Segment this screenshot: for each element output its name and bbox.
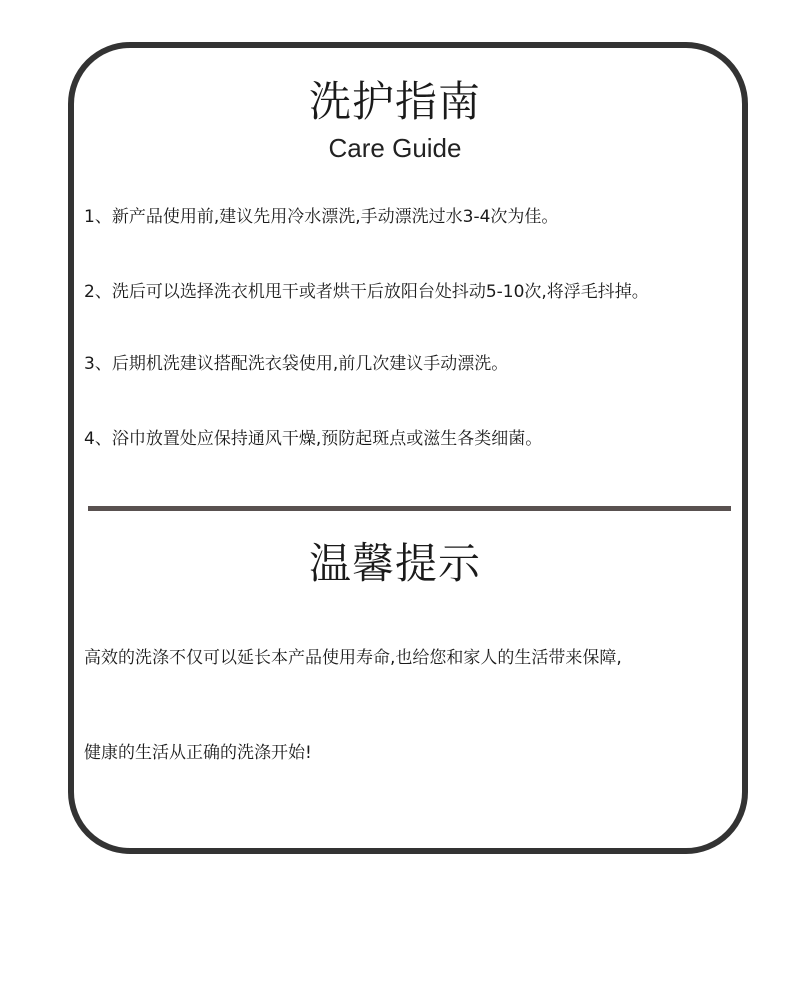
care-instruction-2: 2、洗后可以选择洗衣机甩干或者烘干后放阳台处抖动5-10次,将浮毛抖掉。 xyxy=(84,282,649,302)
care-guide-subtitle: Care Guide xyxy=(328,133,462,163)
warm-tip-line-1: 高效的洗涤不仅可以延长本产品使用寿命,也给您和家人的生活带来保障, xyxy=(84,648,622,668)
section-divider xyxy=(88,506,731,511)
care-instruction-3: 3、后期机洗建议搭配洗衣袋使用,前几次建议手动漂洗。 xyxy=(84,354,509,374)
warm-tip-line-2: 健康的生活从正确的洗涤开始! xyxy=(84,743,312,763)
care-instruction-1: 1、新产品使用前,建议先用冷水漂洗,手动漂洗过水3-4次为佳。 xyxy=(84,207,559,227)
care-instruction-4: 4、浴巾放置处应保持通风干燥,预防起斑点或滋生各类细菌。 xyxy=(84,429,543,449)
warm-tips-title: 温馨提示 xyxy=(308,539,481,588)
care-guide-title: 洗护指南 xyxy=(308,77,481,126)
